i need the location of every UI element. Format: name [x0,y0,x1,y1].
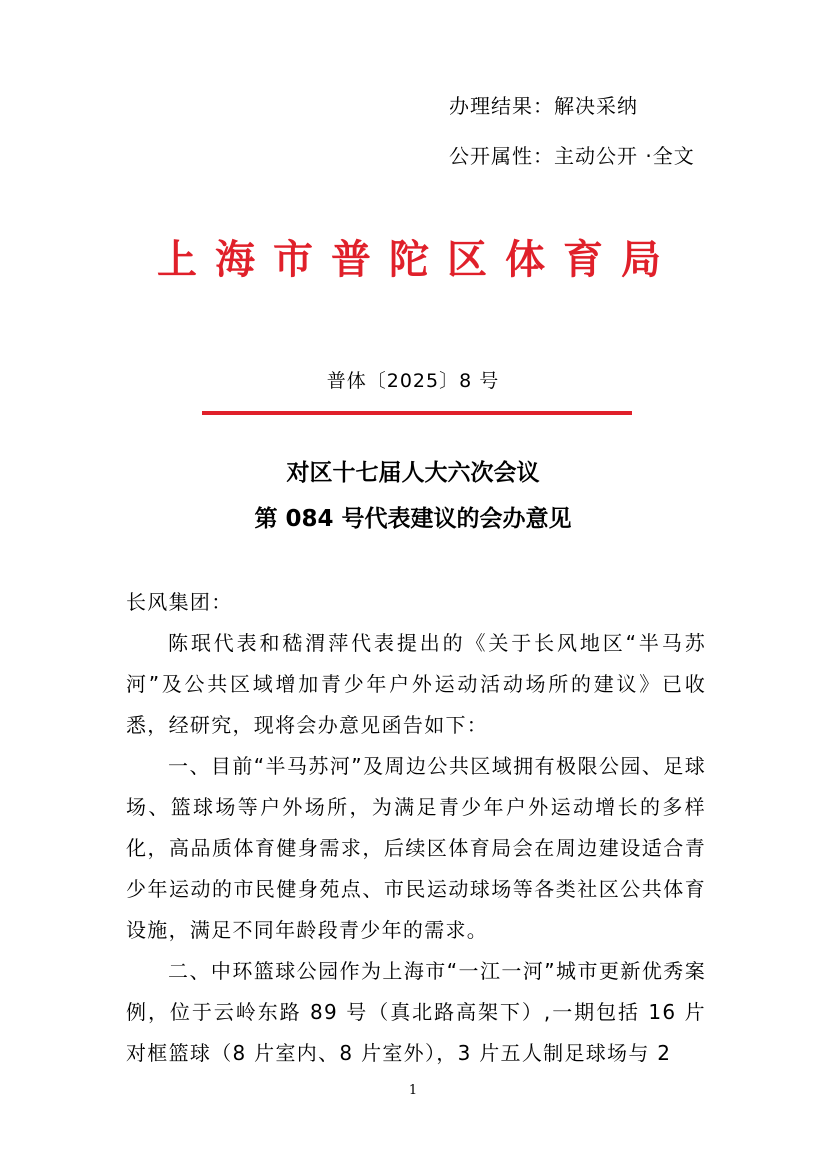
disclosure-attribute: 公开属性：主动公开 ·全文 [449,144,695,168]
recipient-line: 长风集团： [126,590,233,614]
document-body [126,582,706,1074]
red-divider-line [202,411,632,415]
document-number: 普体〔2025〕8 号 [326,370,500,392]
document-title-line-1: 对区十七届人大六次会议 [286,460,540,486]
body-paragraph: 二、中环篮球公园作为上海市“一江一河”城市更新优秀案例，位于云岭东路 89 号（真北路高架下）,一期包括 16 片对框篮球（8 片室内、8 片室外），3 片五人制足球场与 2 [126,959,706,1065]
document-title-line-2: 第 084 号代表建议的会办意见 [254,506,572,532]
page-number: 1 [408,1083,418,1098]
issuing-organization-header: 上海市普陀区体育局 [157,236,679,283]
body-paragraph: 一、目前“半马苏河”及周边公共区域拥有极限公园、足球场、篮球场等户外场所，为满足青少年户外运动增长的多样化，高品质体育健身需求，后续区体育局会在周边建设适合青少年运动的市民健身苑点、市民运动球场等各类社区公共体育设施，满足不同年龄段青少年的需求。 [126,754,706,942]
handling-result: 办理结果：解决采纳 [449,94,638,118]
body-paragraph: 陈珉代表和嵇渭萍代表提出的《关于长风地区“半马苏河”及公共区域增加青少年户外运动活动场所的建议》已收悉，经研究，现将会办意见函告如下： [126,631,706,737]
